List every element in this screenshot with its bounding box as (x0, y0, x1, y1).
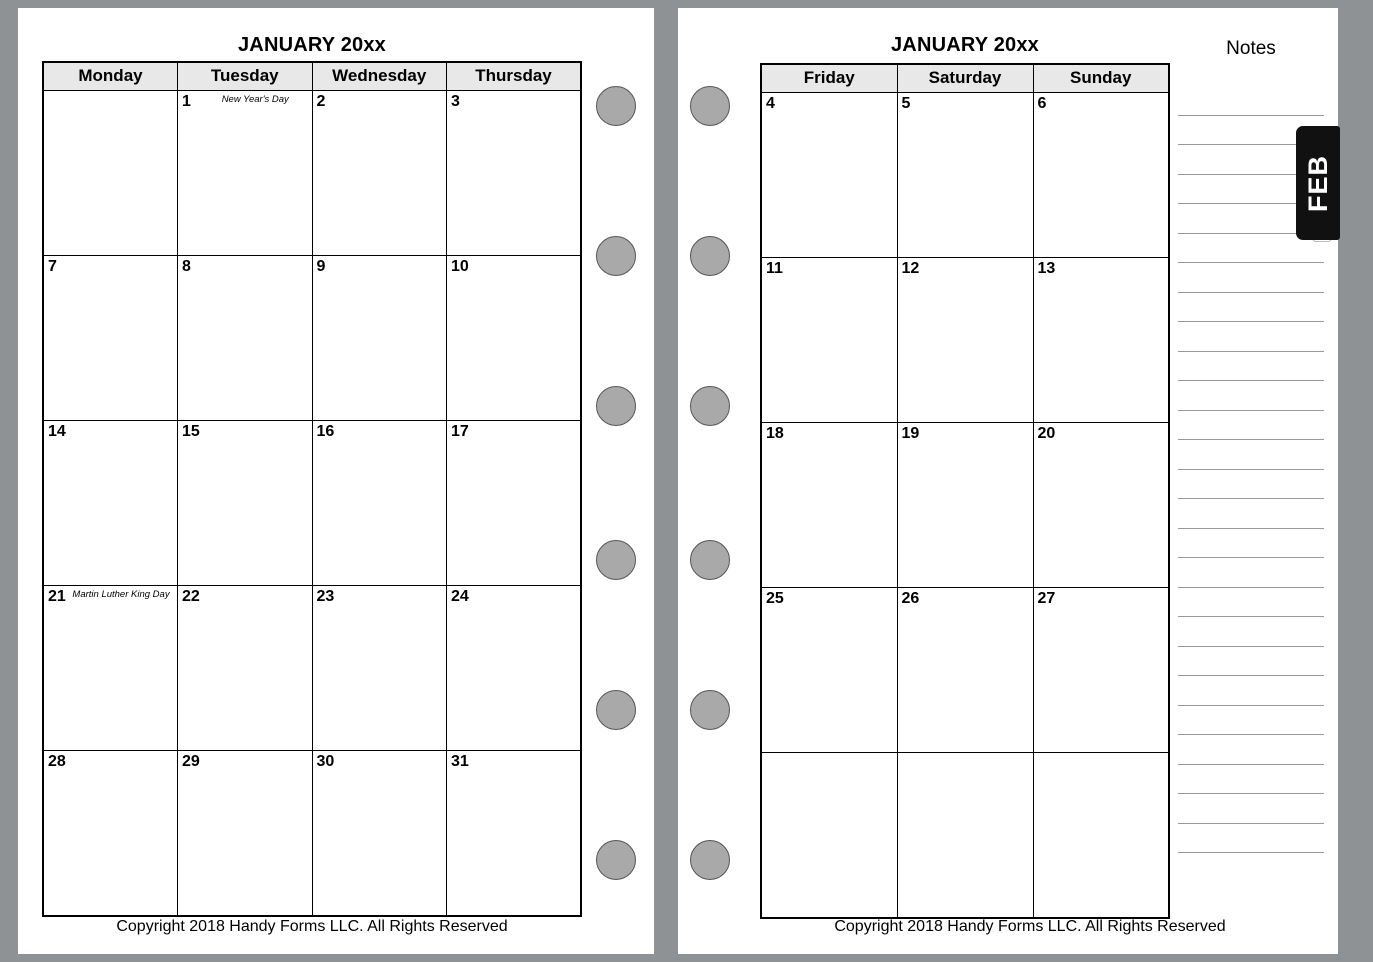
day-number: 19 (901, 425, 920, 442)
day-number: 23 (316, 588, 335, 605)
punch-hole (690, 86, 730, 126)
weekday-header-thursday: Thursday (447, 62, 582, 91)
day-cell[interactable] (447, 256, 582, 421)
day-number: 14 (48, 423, 66, 440)
note-line[interactable] (1178, 470, 1324, 500)
day-number: 20 (1037, 425, 1056, 442)
left-calendar-table (42, 61, 582, 917)
table-row (43, 91, 581, 256)
day-number: 9 (316, 258, 326, 275)
note-line[interactable] (1178, 676, 1324, 706)
weekday-header-monday: Monday (43, 62, 178, 91)
day-cell[interactable] (761, 93, 897, 258)
day-cell[interactable] (897, 753, 1033, 919)
day-number: 8 (182, 258, 191, 275)
note-line[interactable] (1178, 499, 1324, 529)
day-number: 10 (451, 258, 469, 275)
left-calendar-block (42, 34, 582, 917)
note-line[interactable] (1178, 293, 1324, 323)
note-line[interactable] (1178, 529, 1324, 559)
day-cell[interactable] (447, 751, 582, 917)
punch-hole (690, 690, 730, 730)
punch-hole (690, 840, 730, 880)
day-number: 24 (451, 588, 469, 605)
note-line[interactable] (1178, 440, 1324, 470)
note-line[interactable] (1178, 735, 1324, 765)
note-line[interactable] (1178, 765, 1324, 795)
left-punch-holes (588, 8, 648, 954)
table-row (761, 588, 1169, 753)
day-cell[interactable] (761, 423, 897, 588)
left-page (18, 8, 654, 954)
month-tab-label: FEB (1302, 154, 1333, 212)
day-cell[interactable] (178, 256, 313, 421)
punch-hole (596, 540, 636, 580)
day-number: 11 (766, 260, 783, 277)
day-cell[interactable] (897, 258, 1033, 423)
note-line[interactable] (1178, 824, 1324, 854)
right-copyright: Copyright 2018 Handy Forms LLC. All Rights Reserved (834, 918, 1226, 935)
notes-title: Notes (1226, 38, 1276, 59)
note-line[interactable] (1178, 706, 1324, 736)
table-row (761, 258, 1169, 423)
right-page (678, 8, 1338, 954)
weekday-header-saturday: Saturday (897, 64, 1033, 93)
day-number: 22 (182, 588, 200, 605)
day-number: 12 (901, 260, 920, 277)
day-number: 29 (182, 753, 200, 770)
day-cell[interactable] (1033, 588, 1169, 753)
day-cell[interactable] (761, 258, 897, 423)
note-line[interactable] (1178, 322, 1324, 352)
day-number: 5 (901, 95, 911, 112)
day-cell[interactable] (178, 421, 313, 586)
note-line[interactable] (1178, 647, 1324, 677)
day-cell[interactable] (1033, 93, 1169, 258)
note-line[interactable] (1178, 411, 1324, 441)
note-line[interactable] (1178, 352, 1324, 382)
day-number: 4 (766, 95, 775, 112)
month-tab-feb[interactable] (1296, 126, 1340, 240)
day-cell[interactable] (312, 586, 447, 751)
punch-hole (690, 386, 730, 426)
day-cell[interactable] (43, 751, 178, 917)
day-number: 26 (901, 590, 920, 607)
weekday-header-friday: Friday (761, 64, 897, 93)
day-cell[interactable] (178, 91, 313, 256)
table-row (43, 421, 581, 586)
day-number: 13 (1037, 260, 1056, 277)
weekday-header-tuesday: Tuesday (178, 62, 313, 91)
day-number: 18 (766, 425, 784, 442)
day-cell[interactable] (178, 586, 313, 751)
punch-hole (690, 236, 730, 276)
note-line[interactable] (1178, 588, 1324, 618)
day-cell[interactable] (1033, 423, 1169, 588)
day-number: 30 (316, 753, 335, 770)
day-cell[interactable] (43, 421, 178, 586)
day-cell[interactable] (897, 423, 1033, 588)
weekday-header-wednesday: Wednesday (312, 62, 447, 91)
day-number: 7 (48, 258, 57, 275)
right-punch-holes (682, 8, 742, 954)
day-number: 15 (182, 423, 200, 440)
punch-hole (596, 86, 636, 126)
table-row (43, 586, 581, 751)
right-calendar-block (760, 34, 1170, 919)
day-cell[interactable] (897, 588, 1033, 753)
day-cell[interactable] (447, 421, 582, 586)
right-weekday-header-row (761, 64, 1169, 93)
weekday-header-sunday: Sunday (1033, 64, 1169, 93)
day-cell[interactable] (312, 91, 447, 256)
note-line[interactable] (1178, 86, 1324, 116)
note-line[interactable] (1178, 263, 1324, 293)
day-cell[interactable] (312, 421, 447, 586)
day-number: 16 (316, 423, 335, 440)
punch-hole (690, 540, 730, 580)
day-holiday-label: New Year's Day (221, 94, 289, 105)
punch-hole (596, 690, 636, 730)
day-cell[interactable] (43, 91, 178, 256)
table-row (761, 753, 1169, 919)
punch-hole (596, 386, 636, 426)
table-row (761, 423, 1169, 588)
day-number: 6 (1037, 95, 1047, 112)
day-number: 3 (451, 93, 460, 110)
note-line[interactable] (1178, 794, 1324, 824)
day-cell[interactable] (1033, 753, 1169, 919)
punch-hole (596, 236, 636, 276)
table-row (761, 93, 1169, 258)
day-cell[interactable] (1033, 258, 1169, 423)
day-cell[interactable] (43, 256, 178, 421)
day-cell[interactable] (897, 93, 1033, 258)
day-cell[interactable] (761, 588, 897, 753)
left-copyright: Copyright 2018 Handy Forms LLC. All Rights Reserved (116, 918, 508, 935)
day-cell[interactable] (312, 751, 447, 917)
left-month-title: JANUARY 20xx (237, 34, 387, 56)
day-cell[interactable] (761, 753, 897, 919)
right-calendar-table (760, 63, 1170, 919)
day-holiday-label: Martin Luther King Day (72, 589, 170, 600)
punch-hole (596, 840, 636, 880)
day-cell[interactable] (447, 586, 582, 751)
day-cell[interactable] (447, 91, 582, 256)
right-month-title: JANUARY 20xx (890, 34, 1040, 56)
day-number: 1 (182, 93, 191, 110)
day-number: 28 (48, 753, 66, 770)
table-row (43, 751, 581, 917)
day-number: 27 (1037, 590, 1056, 607)
note-line[interactable] (1178, 381, 1324, 411)
day-cell[interactable] (312, 256, 447, 421)
note-line[interactable] (1178, 558, 1324, 588)
note-line[interactable] (1178, 617, 1324, 647)
day-number: 31 (451, 753, 469, 770)
day-number: 17 (451, 423, 469, 440)
table-row (43, 256, 581, 421)
day-cell[interactable] (43, 586, 178, 751)
day-number: 25 (766, 590, 784, 607)
left-weekday-header-row (43, 62, 581, 91)
day-cell[interactable] (178, 751, 313, 917)
day-number: 21 (48, 588, 66, 605)
day-number: 2 (316, 93, 326, 110)
